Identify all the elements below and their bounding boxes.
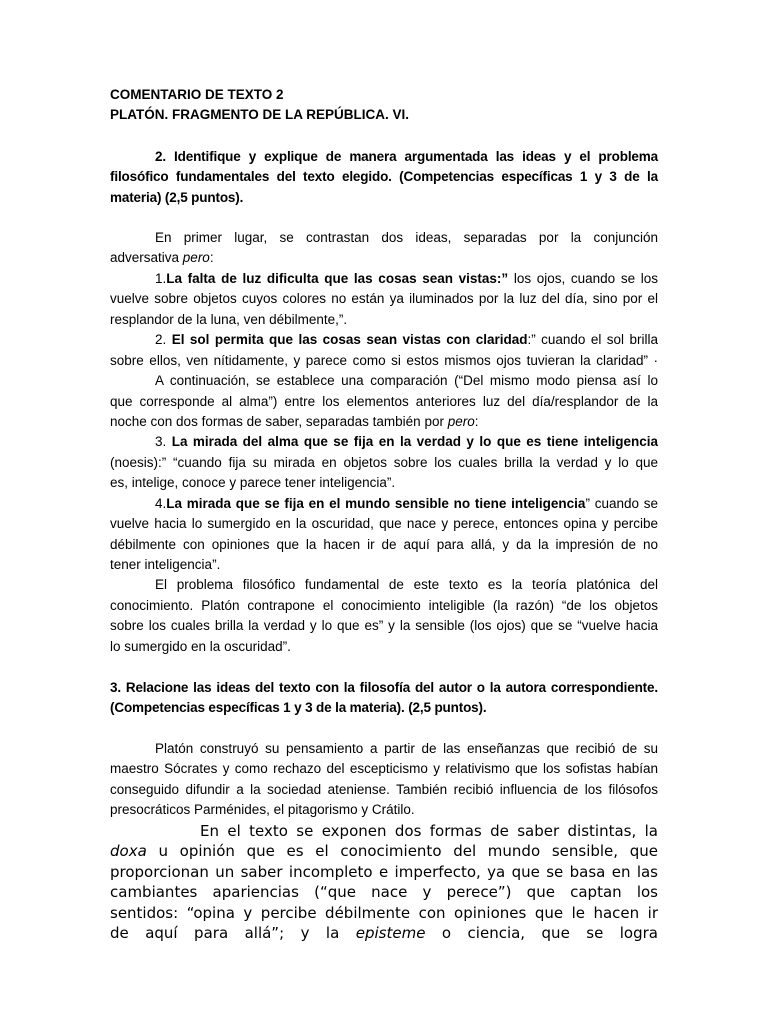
question-3 — [110, 678, 658, 719]
answer-3-line: sentidos: “opina y percibe débilmente con opiniones que le hacen ir — [110, 903, 658, 922]
answer-2-line: conocimiento. Platón contrapone el conocimiento inteligible (la razón) “de los objetos — [110, 597, 658, 613]
answer-2-line: débilmente con opiniones que la hacen ir de aquí para allá, y da la impresión de no — [110, 536, 658, 552]
italic-term: doxa — [110, 842, 147, 861]
answer-2-line: sobre ellos, ven nítidamente, y parece como si estos mismos ojos tuvieran la claridad” · — [110, 352, 658, 368]
item-number: 2. — [155, 332, 172, 348]
italic-term: episteme — [355, 923, 426, 942]
answer-2-line: A continuación, se establece una comparación (“Del mismo modo piensa así lo — [155, 373, 658, 389]
answer-2-line: lo sumergido en la oscuridad”. — [110, 638, 291, 654]
line-text: adversativa — [110, 250, 183, 266]
answer-2-line: sobre los cuales brilla la verdad y lo que es” y la sensible (los ojos) que se “vuelve hacia — [110, 618, 658, 634]
answer-2-line: que corresponde al alma”) entre los elementos anteriores luz del día/resplandor de la — [110, 393, 658, 409]
document-title: COMENTARIO DE TEXTO 2 — [110, 87, 284, 102]
question-3-line: (Competencias específicas 1 y 3 de la materia). (2,5 puntos). — [110, 700, 487, 716]
bold-phrase: La mirada del alma que se fija en la verdad y lo que es tiene inteligencia — [171, 434, 658, 450]
answer-2-line: El problema filosófico fundamental de este texto es la teoría platónica del — [155, 577, 658, 593]
item-number: 1. — [155, 270, 167, 286]
question-2-line: filosófico fundamentales del texto elegido. (Competencias específicas 1 y 3 de la — [110, 169, 658, 185]
answer-2-line — [110, 269, 658, 289]
answer-2-line: tener inteligencia”. — [110, 557, 221, 572]
line-text: de aquí para allá”; y la — [110, 923, 356, 942]
question-2-line: materia) (2,5 puntos). — [110, 189, 244, 205]
answer-3-line: maestro Sócrates y como rechazo del escepticismo y relativismo que los sofistas habían — [110, 761, 658, 777]
line-text: u opinión que es el conocimiento del mundo sensible, que — [146, 842, 658, 861]
bold-phrase: La mirada que se fija en el mundo sensible no tiene inteligencia — [166, 495, 586, 511]
answer-2-line — [110, 412, 658, 432]
answer-2-line: resplandor de la luna, ven débilmente,”. — [110, 311, 348, 327]
line-text: :” cuando el sol brilla — [527, 332, 658, 348]
line-text: los ojos, cuando se los — [508, 270, 658, 286]
answer-3-line: cambiantes apariencias (“que nace y perece”) que captan los — [110, 883, 658, 902]
line-text: : — [474, 413, 479, 429]
answer-2-line: vuelve hacia lo sumergido en la oscuridad, que nace y perece, entonces opina y percibe — [110, 516, 658, 532]
answer-2-line — [110, 330, 658, 350]
answer-2-line — [110, 432, 658, 452]
italic-term: pero — [447, 413, 475, 429]
answer-2-line: vuelve sobre objetos cuyos colores no están ya iluminados por la luz del día, sino por el — [110, 291, 658, 307]
line-text: o ciencia, que se logra — [425, 923, 658, 942]
answer-2-line — [110, 248, 658, 268]
answer-2-line: (noesis):” “cuando fija su mirada en objetos sobre los cuales brilla la verdad y lo que — [110, 454, 658, 470]
line-text: : — [209, 250, 214, 266]
answer-3-line: conseguido difundir a la sociedad ateniense. También recibió influencia de los filósofos — [110, 781, 658, 797]
item-number: 4. — [155, 495, 167, 511]
answer-3-line — [110, 923, 658, 943]
answer-2-line: En primer lugar, se contrastan dos ideas, separadas por la conjunción — [155, 230, 658, 245]
answer-3 — [110, 739, 658, 943]
answer-2 — [110, 228, 658, 657]
document-header — [110, 85, 658, 126]
answer-3-line: proporcionan un saber incompleto e imperfecto, ya que se basa en las — [110, 862, 658, 881]
answer-2-line: es, intelige, conoce y parece tener inteligencia”. — [110, 475, 396, 491]
answer-3-line: Platón construyó su pensamiento a partir de las enseñanzas que recibió de su — [155, 741, 658, 756]
answer-3-line: presocráticos Parménides, el pitagorismo y Crátilo. — [110, 802, 415, 818]
answer-3-line — [110, 841, 658, 861]
answer-3-line: En el texto se exponen dos formas de saber distintas, la — [200, 821, 658, 840]
line-text: noche con dos formas de saber, separadas también por — [110, 413, 448, 429]
line-text: ” cuando se — [585, 495, 658, 511]
item-number: 3. — [155, 434, 172, 450]
question-2 — [110, 147, 658, 208]
question-2-line: 2. Identifique y explique de manera argumentada las ideas y el problema — [155, 149, 658, 164]
italic-term: pero — [182, 250, 210, 266]
answer-2-line — [110, 494, 658, 514]
bold-phrase: La falta de luz dificulta que las cosas sean vistas:” — [166, 270, 509, 286]
bold-phrase: El sol permita que las cosas sean vistas con claridad — [171, 332, 528, 348]
question-3-line: 3. Relacione las ideas del texto con la filosofía del autor o la autora correspondiente. — [110, 680, 658, 695]
document-subtitle: PLATÓN. FRAGMENTO DE LA REPÚBLICA. VI. — [110, 107, 410, 123]
